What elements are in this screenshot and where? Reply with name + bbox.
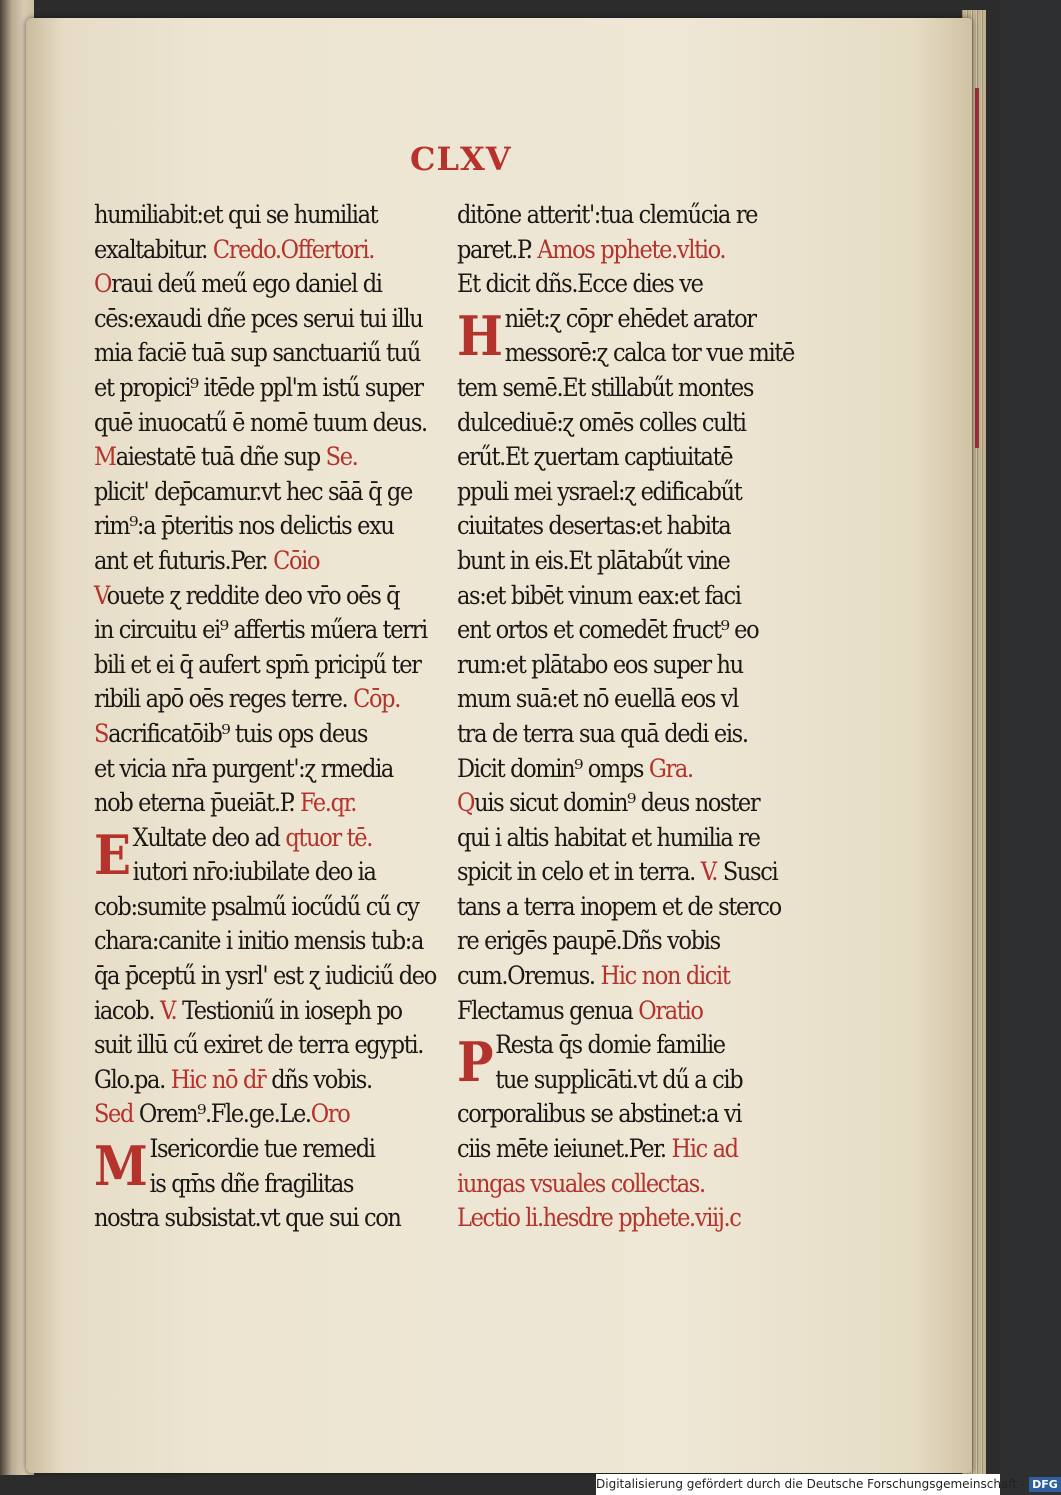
body-text: nostra subsistat.vt que sui con [94, 1203, 401, 1233]
text-line [457, 890, 781, 925]
body-text: ciuitates desertas:et habita [457, 511, 731, 541]
body-text: is qm̄s dñe fragilitas [149, 1168, 354, 1198]
text-line [94, 544, 416, 579]
rubric-text: Q [457, 788, 475, 818]
text-line [94, 613, 427, 648]
body-text: niēt:ɀ cōpr ehēdet arator [504, 303, 756, 333]
text-line [457, 406, 773, 441]
rubric-text: V. [159, 995, 177, 1025]
body-text: corporalibus se abstinet:a vi [457, 1099, 742, 1129]
text-line [94, 267, 416, 302]
text-line [457, 682, 773, 717]
text-line [457, 786, 773, 821]
text-line [457, 994, 773, 1029]
right-text-column [457, 198, 794, 1236]
rubric-text: Sed [94, 1099, 134, 1129]
text-line [94, 1097, 416, 1132]
text-line [457, 1063, 773, 1098]
body-text: ditōne atterit':tua cleműcia re [457, 200, 758, 229]
text-line [94, 233, 416, 268]
body-text: Et dicit dñs.Ecce dies ve [457, 269, 703, 299]
text-line [457, 821, 773, 856]
rubric-text: qtuor tē. [285, 822, 373, 852]
body-text: messorē:ɀ calca tor vue mitē [504, 338, 794, 368]
body-text: chara:canite i initio mensis tub:a [94, 926, 424, 956]
text-line [94, 855, 416, 890]
body-text: Resta q̄s domie familie [495, 1030, 725, 1060]
body-text: plicit' dep̄camur.vt hec sāā q̄ ge [94, 476, 412, 506]
text-line [94, 717, 416, 752]
text-line [457, 717, 773, 752]
body-text: tem semē.Et stillabűt montes [457, 372, 754, 402]
body-text: iutori nr̄o:iubilate deo ia [132, 857, 376, 887]
body-text: Flectamus genua [457, 995, 639, 1025]
body-text: acrificatōib⁹ tuis ops deus [108, 718, 368, 748]
rubric-text: Fe.qr. [299, 788, 357, 818]
rubric-text: V. [700, 857, 718, 887]
text-line [94, 648, 421, 683]
text-line [457, 233, 773, 268]
text-line [94, 924, 424, 959]
body-text: spicit in celo et in terra. [457, 857, 701, 887]
body-text: Dicit domin⁹ omps [457, 753, 649, 783]
text-line [457, 371, 773, 406]
rubric-text: Oratio [638, 995, 703, 1025]
body-text: Susci [717, 857, 778, 887]
body-text: Testioniű in ioseph po [176, 995, 402, 1025]
rubric-text: iungas vsuales collectas. [457, 1168, 705, 1198]
left-text-column [94, 198, 436, 1236]
text-line [94, 1201, 416, 1236]
rubric-text: V [94, 580, 107, 610]
body-text: uis sicut domin⁹ deus noster [474, 788, 760, 818]
body-text: tans a terra inopem et de sterco [457, 891, 781, 921]
text-line [457, 336, 794, 371]
body-text: humiliabit:et qui se humiliat [94, 200, 378, 229]
rubric-text: Gra. [648, 753, 693, 783]
text-line [457, 579, 773, 614]
body-text: quē inuocatű ē nomē tuum deus. [94, 407, 427, 437]
text-line [457, 198, 773, 233]
text-line [457, 544, 773, 579]
rubric-text: Cōp. [353, 684, 401, 714]
body-text: mum suā:et nō euellā eos vl [457, 684, 738, 714]
body-text: mia faciē tuā sup sanctuariű tuű [94, 338, 420, 368]
body-text: dulcediuē:ɀ omēs colles culti [457, 407, 746, 437]
rubric-text: M [94, 442, 116, 472]
rubric-text: Amos pphete.vltio. [537, 234, 726, 264]
body-text: re erigēs paupē.Dñs vobis [457, 926, 720, 956]
text-line [94, 1028, 424, 1063]
body-text: aiestatē tuā dñe sup [115, 442, 326, 472]
text-line [457, 1097, 773, 1132]
body-text: ent ortos et comedēt fruct⁹ eo [457, 615, 759, 645]
text-line [457, 855, 778, 890]
body-text: bili et ei q̄ aufert spm̄ pricipű ter [94, 649, 421, 679]
folio-number: CLXV [410, 140, 512, 178]
text-line [94, 336, 420, 371]
body-text: Xultate deo ad [132, 822, 286, 852]
text-line [94, 406, 427, 441]
body-text: Orem⁹.Fle.ge.Le. [133, 1099, 311, 1129]
body-text: paret.P. [457, 234, 538, 264]
text-line [457, 1132, 773, 1167]
body-text: tra de terra sua quā dedi eis. [457, 718, 748, 748]
text-line [457, 613, 773, 648]
dfg-logo: DFG [1029, 1477, 1061, 1492]
text-line [457, 440, 773, 475]
rubric-text: Hic ad [671, 1134, 738, 1164]
body-text: raui deű meű ego daniel di [111, 269, 382, 299]
body-text: exaltabitur. [94, 234, 213, 264]
rubric-text: Oro [310, 1099, 350, 1129]
body-text: cob:sumite psalmű iocűdű cű cy [94, 891, 419, 921]
text-line [94, 579, 416, 614]
text-line [94, 786, 416, 821]
rubric-text: Credo.Offertori. [212, 234, 374, 264]
body-text: ribili apō oēs reges terre. [94, 684, 354, 714]
body-text: et propici⁹ itēde ppl'm istű super [94, 372, 423, 402]
rubric-text: Hic non dicit [600, 961, 730, 991]
body-text: in circuitu ei⁹ affertis műera terri [94, 615, 427, 645]
text-line [457, 648, 773, 683]
rubric-text: Hic nō dr̄ [170, 1064, 266, 1094]
text-line [94, 371, 423, 406]
body-text: tue supplicāti.vt dű a cib [495, 1064, 743, 1094]
text-line [94, 302, 423, 337]
text-line [94, 509, 416, 544]
body-text: cum.Oremus. [457, 961, 601, 991]
body-text: Glo.pa. [94, 1064, 171, 1094]
text-line [94, 959, 436, 994]
rubricated-initial: M [94, 1134, 147, 1199]
body-text: ppuli mei ysrael:ɀ edificabűt [457, 476, 742, 506]
text-line [457, 924, 773, 959]
body-text: erűt.Et ɀuertam captiuitatē [457, 442, 733, 472]
text-line [457, 959, 773, 994]
body-text: ant et futuris.Per. [94, 545, 274, 575]
rubricated-initial: H [457, 303, 502, 368]
credit-text: Digitalisierung gefördert durch die Deutsche Forschungsgemeinschaft - [596, 1477, 1026, 1491]
body-text: rim⁹:a p̄teritis nos delictis exu [94, 511, 394, 541]
text-line [94, 752, 416, 787]
rubric-text: Se. [325, 442, 358, 472]
rubric-text: Lectio li.hesdre pphete.viij.c [457, 1203, 741, 1233]
rubric-text: O [94, 269, 112, 299]
body-text: ciis mēte ieiunet.Per. [457, 1134, 672, 1164]
text-line [457, 1201, 773, 1236]
body-text: ouete ɀ reddite deo vr̄o oēs q̄ [106, 580, 400, 610]
text-line [94, 1063, 416, 1098]
text-line [457, 752, 773, 787]
rubricated-initial: P [457, 1030, 493, 1095]
digitization-credit [596, 1474, 1058, 1495]
body-text: dñs vobis. [265, 1064, 372, 1094]
body-text: rum:et plātabo eos super hu [457, 649, 743, 679]
ribbon-bookmark [975, 88, 979, 448]
text-line [457, 1167, 773, 1202]
text-line [94, 475, 416, 510]
body-text: qui i altis habitat et humilia re [457, 822, 760, 852]
text-line [457, 267, 773, 302]
rubric-text: S [94, 718, 109, 748]
body-text: iacob. [94, 995, 160, 1025]
body-text: Isericordie tue remedi [149, 1134, 375, 1164]
body-text: q̄a p̄ceptű in ysrl' est ɀ iudiciű deo [94, 961, 436, 991]
text-line [94, 890, 419, 925]
text-line [94, 440, 416, 475]
body-text: as:et bibēt vinum eax:et faci [457, 580, 741, 610]
rubricated-initial: E [94, 822, 130, 887]
text-line [457, 475, 773, 510]
body-text: et vicia nr̄a purgent':ɀ rmedia [94, 753, 393, 783]
text-line [94, 682, 416, 717]
text-line [94, 994, 416, 1029]
body-text: bunt in eis.Et plātabűt vine [457, 545, 730, 575]
text-line [94, 198, 416, 233]
body-text: cēs:exaudi dñe pces serui tui illu [94, 303, 423, 333]
body-text: nob eterna p̄ueiāt.P. [94, 788, 300, 818]
body-text: suit illū cű exiret de terra egypti. [94, 1030, 424, 1060]
rubric-text: Cōio [273, 545, 320, 575]
text-line [457, 509, 773, 544]
